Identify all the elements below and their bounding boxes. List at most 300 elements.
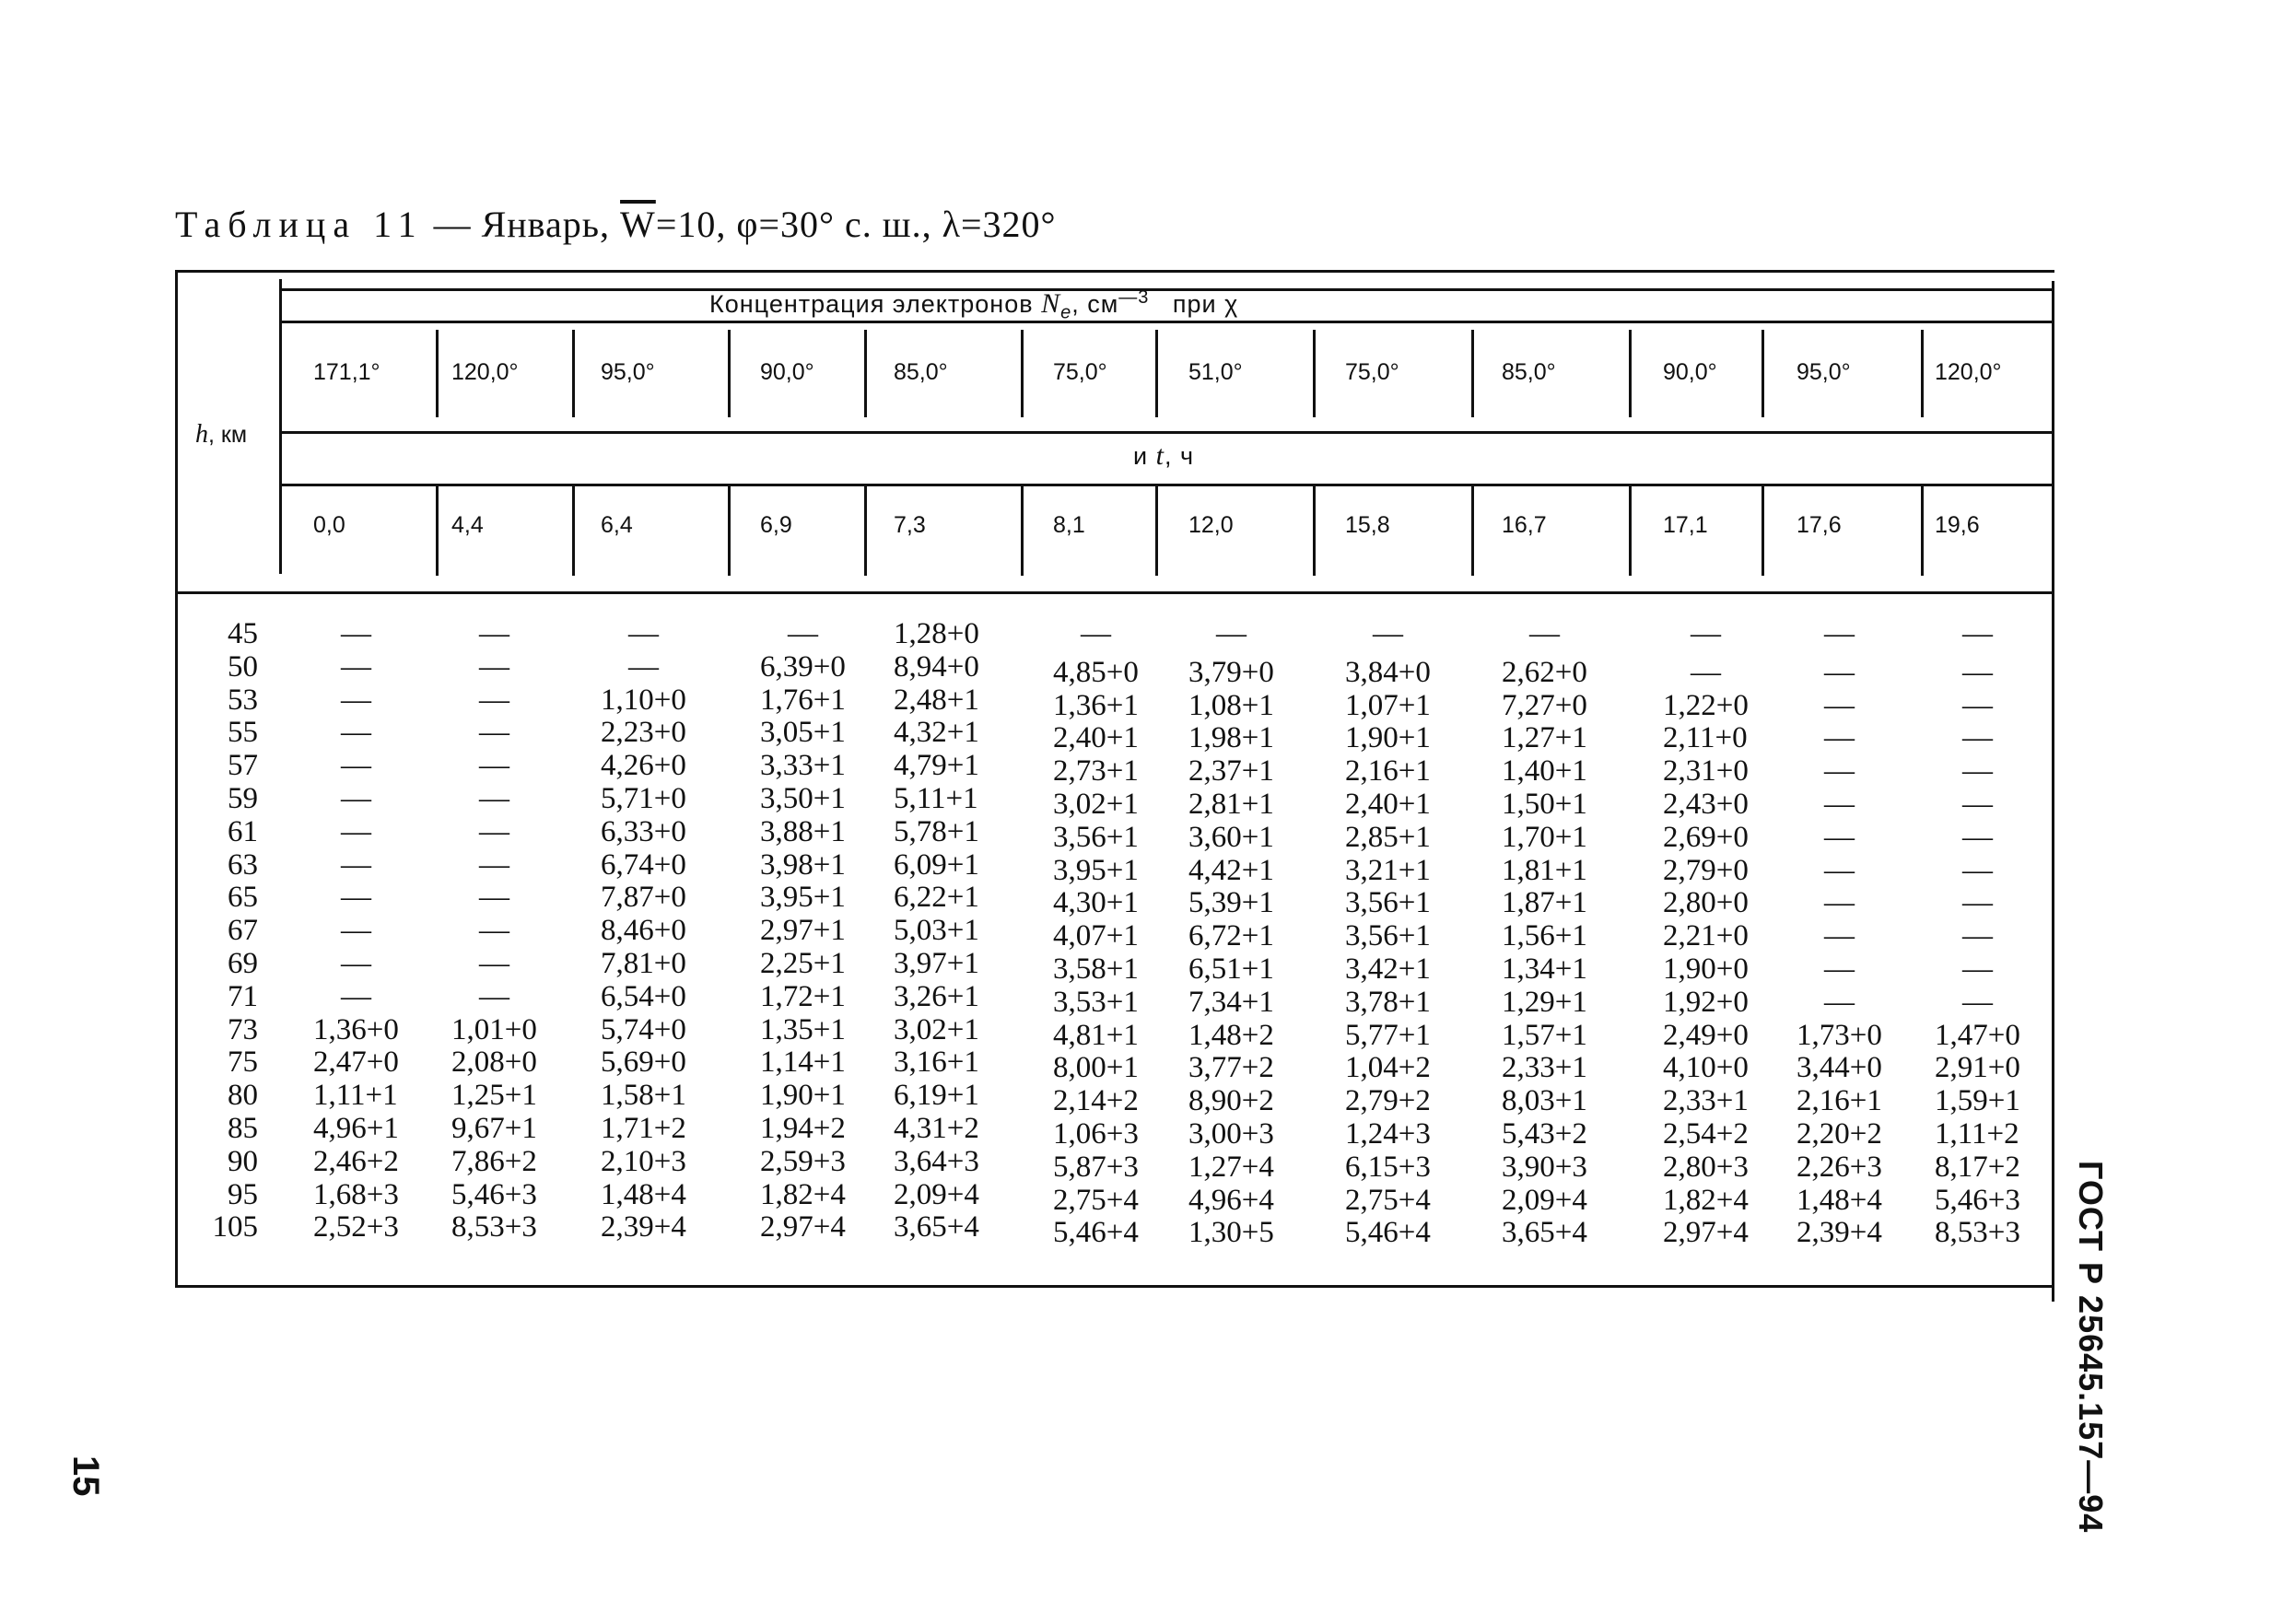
concentration-cell: 1,10+0	[601, 683, 686, 717]
concentration-cell: 1,90+1	[1345, 721, 1431, 755]
concentration-cell: 2,39+4	[601, 1210, 686, 1244]
t-divider	[1155, 484, 1158, 576]
concentration-cell: 1,28+0	[894, 617, 979, 650]
concentration-cell: 6,39+0	[760, 649, 846, 683]
concentration-cell: —	[1962, 919, 1993, 953]
concentration-cell: —	[479, 947, 509, 980]
concentration-cell: 2,25+1	[760, 947, 846, 980]
concentration-cell: 3,44+0	[1797, 1051, 1882, 1085]
concentration-cell: 1,82+4	[760, 1177, 846, 1211]
chi-header-cell: 75,0°	[1053, 359, 1107, 385]
concentration-cell: 5,03+1	[894, 914, 979, 948]
caption-params: =10, φ=30° с. ш., λ=320°	[655, 204, 1057, 245]
height-cell: 80	[228, 1079, 258, 1113]
concentration-cell: 2,33+1	[1663, 1084, 1749, 1118]
concentration-cell: 4,31+2	[894, 1112, 979, 1145]
concentration-cell: 5,78+1	[894, 814, 979, 848]
concentration-cell: 1,11+2	[1935, 1117, 2019, 1151]
t-divider	[1629, 484, 1632, 576]
concentration-cell: 2,09+4	[1502, 1183, 1587, 1217]
concentration-cell: —	[1216, 617, 1246, 650]
concentration-cell: 3,65+4	[894, 1210, 979, 1244]
concentration-cell: —	[788, 617, 818, 650]
concentration-cell: —	[341, 914, 371, 948]
concentration-cell: 1,27+4	[1188, 1150, 1274, 1184]
concentration-cell: 2,23+0	[601, 716, 686, 750]
concentration-cell: 9,67+1	[451, 1112, 537, 1145]
concentration-cell: 6,54+0	[601, 979, 686, 1013]
height-cell: 63	[228, 847, 258, 882]
concentration-cell: 1,25+1	[451, 1079, 537, 1113]
concentration-cell: 1,68+3	[313, 1177, 399, 1211]
concentration-cell: —	[1824, 754, 1855, 789]
concentration-cell: 2,97+4	[1663, 1216, 1749, 1250]
concentration-cell: —	[341, 782, 371, 815]
concentration-cell: 1,11+1	[313, 1079, 398, 1113]
height-cell: 71	[228, 979, 258, 1013]
chi-header-cell: 75,0°	[1345, 359, 1399, 385]
concentration-cell: 8,53+3	[1935, 1216, 2020, 1250]
concentration-cell: 1,35+1	[760, 1012, 846, 1046]
height-cell: 85	[228, 1112, 258, 1145]
height-cell: 50	[228, 649, 258, 683]
h-symbol: h	[195, 420, 208, 449]
concentration-cell: 1,40+1	[1502, 754, 1587, 789]
concentration-cell: 2,14+2	[1053, 1084, 1139, 1118]
caption-table-number: Таблица 11	[175, 204, 424, 245]
concentration-cell: 1,71+2	[601, 1112, 686, 1145]
concentration-cell: —	[1962, 721, 1993, 755]
concentration-cell: 2,85+1	[1345, 820, 1431, 854]
page-number: 15	[65, 1455, 106, 1497]
concentration-cell: 8,53+3	[451, 1210, 537, 1244]
concentration-cell: 1,22+0	[1663, 688, 1749, 722]
concentration-cell: 2,43+0	[1663, 788, 1749, 821]
concentration-cell: 2,16+1	[1345, 754, 1431, 789]
concentration-cell: 5,11+1	[894, 782, 978, 815]
concentration-cell: —	[479, 749, 509, 783]
concentration-cell: —	[1962, 886, 1993, 920]
concentration-cell: 1,29+1	[1502, 985, 1587, 1019]
height-cell: 67	[228, 914, 258, 948]
concentration-cell: 8,90+2	[1188, 1084, 1274, 1118]
concentration-cell: —	[479, 716, 509, 750]
concentration-cell: 2,40+1	[1053, 721, 1139, 755]
concentration-cell: 6,22+1	[894, 881, 979, 915]
height-cell: 55	[228, 716, 258, 750]
concentration-cell: 4,26+0	[601, 749, 686, 783]
concentration-cell: —	[1529, 617, 1560, 650]
concentration-cell: —	[628, 617, 659, 650]
concentration-cell: —	[479, 847, 509, 882]
chi-divider	[1021, 330, 1024, 417]
concentration-cell: 2,75+4	[1345, 1183, 1431, 1217]
caption-month: — Январь,	[423, 204, 621, 245]
concentration-cell: 4,32+1	[894, 716, 979, 750]
concentration-cell: —	[479, 881, 509, 915]
concentration-cell: 2,10+3	[601, 1144, 686, 1178]
concentration-cell: 1,01+0	[451, 1012, 537, 1046]
concentration-cell: 8,17+2	[1935, 1150, 2020, 1184]
height-cell: 65	[228, 881, 258, 915]
height-cell: 105	[212, 1210, 258, 1244]
concentration-cell: 2,37+1	[1188, 754, 1274, 789]
concentration-cell: 2,73+1	[1053, 754, 1139, 789]
concentration-cell: 5,46+3	[1935, 1183, 2020, 1217]
concentration-cell: —	[479, 979, 509, 1013]
concentration-cell: —	[1824, 853, 1855, 887]
concentration-cell: 1,24+3	[1345, 1117, 1431, 1151]
concentration-cell: 2,11+0	[1663, 721, 1748, 755]
concentration-cell: 2,08+0	[451, 1046, 537, 1080]
concentration-cell: 3,26+1	[894, 979, 979, 1013]
concentration-cell: 3,90+3	[1502, 1150, 1587, 1184]
height-cell: 57	[228, 749, 258, 783]
concentration-label: Концентрация электронов	[709, 290, 1042, 318]
concentration-cell: 3,64+3	[894, 1144, 979, 1178]
t-divider	[436, 484, 439, 576]
height-cell: 45	[228, 617, 258, 650]
chi-header-cell: 90,0°	[760, 359, 814, 385]
chi-divider	[864, 330, 867, 417]
chi-header-cell: 85,0°	[1502, 359, 1556, 385]
t-symbol: t	[1155, 440, 1165, 471]
concentration-cell: 7,86+2	[451, 1144, 537, 1178]
concentration-cell: 3,65+4	[1502, 1216, 1587, 1250]
concentration-cell: —	[341, 716, 371, 750]
concentration-cell: —	[479, 914, 509, 948]
concentration-cell: —	[1824, 721, 1855, 755]
concentration-cell: 5,43+2	[1502, 1117, 1587, 1151]
concentration-cell: 1,58+1	[601, 1079, 686, 1113]
concentration-cell: —	[1081, 617, 1111, 650]
concentration-cell: 2,09+4	[894, 1177, 979, 1211]
concentration-cell: 1,82+4	[1663, 1183, 1749, 1217]
concentration-cell: —	[1691, 617, 1721, 650]
concentration-cell: 2,16+1	[1797, 1084, 1882, 1118]
concentration-cell: 4,79+1	[894, 749, 979, 783]
concentration-cell: 2,46+2	[313, 1144, 399, 1178]
t-header-cell: 4,4	[451, 512, 484, 538]
height-cell: 59	[228, 782, 258, 815]
concentration-cell: —	[479, 649, 509, 683]
time-unit: , ч	[1164, 442, 1195, 470]
concentration-cell: —	[341, 881, 371, 915]
h-unit: , км	[208, 422, 248, 448]
concentration-cell: 4,42+1	[1188, 853, 1274, 887]
concentration-cell: 5,77+1	[1345, 1018, 1431, 1052]
concentration-cell: 2,79+0	[1663, 853, 1749, 887]
concentration-cell: 3,97+1	[894, 947, 979, 980]
t-header-cell: 15,8	[1345, 512, 1390, 538]
t-divider	[1021, 484, 1024, 576]
concentration-cell: 7,81+0	[601, 947, 686, 980]
concentration-cell: 1,70+1	[1502, 820, 1587, 854]
concentration-cell: 1,14+1	[760, 1046, 846, 1080]
concentration-cell: 3,02+1	[1053, 788, 1139, 821]
concentration-cell: 6,09+1	[894, 847, 979, 882]
concentration-cell: 3,56+1	[1053, 820, 1139, 854]
concentration-cell: —	[341, 649, 371, 683]
ne-subscript: e	[1060, 302, 1072, 323]
chi-divider	[1921, 330, 1924, 417]
concentration-cell: 4,81+1	[1053, 1018, 1139, 1052]
concentration-cell: 3,21+1	[1345, 853, 1431, 887]
chi-divider	[1313, 330, 1316, 417]
concentration-cell: 3,84+0	[1345, 655, 1431, 689]
concentration-cell: —	[1824, 952, 1855, 986]
concentration-cell: 1,72+1	[760, 979, 846, 1013]
concentration-cell: 3,42+1	[1345, 952, 1431, 986]
concentration-cell: —	[479, 814, 509, 848]
concentration-cell: —	[341, 979, 371, 1013]
concentration-cell: 3,79+0	[1188, 655, 1274, 689]
concentration-exponent: —3	[1118, 287, 1150, 308]
concentration-cell: —	[1962, 754, 1993, 789]
concentration-cell: 3,56+1	[1345, 886, 1431, 920]
height-cell: 95	[228, 1177, 258, 1211]
concentration-cell: 3,95+1	[760, 881, 846, 915]
concentration-cell: 1,48+4	[601, 1177, 686, 1211]
t-header-cell: 12,0	[1188, 512, 1234, 538]
concentration-cell: —	[1824, 688, 1855, 722]
concentration-cell: —	[1691, 655, 1721, 689]
concentration-cell: 6,51+1	[1188, 952, 1274, 986]
concentration-cell: 6,15+3	[1345, 1150, 1431, 1184]
height-cell: 69	[228, 947, 258, 980]
concentration-cell: 1,50+1	[1502, 788, 1587, 821]
concentration-cell: 3,33+1	[760, 749, 846, 783]
t-divider	[1921, 484, 1924, 576]
concentration-cell: 5,46+4	[1345, 1216, 1431, 1250]
concentration-cell: —	[1824, 886, 1855, 920]
table-caption	[175, 203, 1057, 246]
concentration-cell: 3,16+1	[894, 1046, 979, 1080]
concentration-cell: 8,03+1	[1502, 1084, 1587, 1118]
concentration-cell: 1,59+1	[1935, 1084, 2020, 1118]
concentration-cell: —	[341, 617, 371, 650]
concentration-cell: 1,34+1	[1502, 952, 1587, 986]
concentration-cell: 1,94+2	[760, 1112, 846, 1145]
t-header-cell: 16,7	[1502, 512, 1547, 538]
concentration-cell: 6,74+0	[601, 847, 686, 882]
concentration-cell: 2,79+2	[1345, 1084, 1431, 1118]
concentration-cell: 2,91+0	[1935, 1051, 2020, 1085]
concentration-cell: 3,78+1	[1345, 985, 1431, 1019]
t-divider	[1761, 484, 1764, 576]
concentration-cell: 2,81+1	[1188, 788, 1274, 821]
concentration-cell: 1,76+1	[760, 683, 846, 717]
t-header-cell: 6,9	[760, 512, 792, 538]
concentration-cell: 2,69+0	[1663, 820, 1749, 854]
concentration-cell: 1,36+0	[313, 1012, 399, 1046]
chi-divider	[1761, 330, 1764, 417]
concentration-cell: 1,27+1	[1502, 721, 1587, 755]
t-header-cell: 6,4	[601, 512, 633, 538]
concentration-cell: —	[1962, 820, 1993, 854]
concentration-cell: 2,75+4	[1053, 1183, 1139, 1217]
concentration-cell: 6,33+0	[601, 814, 686, 848]
chi-header-cell: 120,0°	[1935, 359, 2002, 385]
chi-divider	[1471, 330, 1474, 417]
concentration-cell: 8,00+1	[1053, 1051, 1139, 1085]
concentration-cell: 1,90+0	[1663, 952, 1749, 986]
t-divider	[1313, 484, 1316, 576]
concentration-cell: 2,33+1	[1502, 1051, 1587, 1085]
concentration-cell: 4,30+1	[1053, 886, 1139, 920]
concentration-cell: —	[1962, 788, 1993, 821]
concentration-cell: 6,72+1	[1188, 919, 1274, 953]
concentration-cell: 2,48+1	[894, 683, 979, 717]
concentration-cell: —	[628, 649, 659, 683]
concentration-cell: —	[1824, 617, 1855, 650]
concentration-cell: 1,73+0	[1797, 1018, 1882, 1052]
concentration-cell: 1,04+2	[1345, 1051, 1431, 1085]
concentration-cell: 8,46+0	[601, 914, 686, 948]
t-header-cell: 19,6	[1935, 512, 1980, 538]
height-cell: 75	[228, 1046, 258, 1080]
concentration-cell: —	[479, 782, 509, 815]
concentration-cell: 2,49+0	[1663, 1018, 1749, 1052]
t-divider	[1471, 484, 1474, 576]
concentration-header	[709, 287, 1238, 323]
concentration-cell: 5,39+1	[1188, 886, 1274, 920]
concentration-cell: 6,19+1	[894, 1079, 979, 1113]
concentration-cell: 3,98+1	[760, 847, 846, 882]
concentration-cell: —	[341, 749, 371, 783]
concentration-cell: 2,59+3	[760, 1144, 846, 1178]
concentration-cell: 4,10+0	[1663, 1051, 1749, 1085]
concentration-cell: —	[1962, 952, 1993, 986]
chi-divider	[728, 330, 731, 417]
concentration-cell: 3,53+1	[1053, 985, 1139, 1019]
concentration-cell: 5,74+0	[601, 1012, 686, 1046]
height-cell: 90	[228, 1144, 258, 1178]
concentration-cell: —	[1373, 617, 1403, 650]
t-header-cell: 17,6	[1797, 512, 1842, 538]
time-prefix: и	[1133, 442, 1156, 470]
chi-header-cell: 171,1°	[313, 359, 380, 385]
concentration-cell: —	[1962, 688, 1993, 722]
concentration-cell: 1,56+1	[1502, 919, 1587, 953]
t-header-cell: 17,1	[1663, 512, 1708, 538]
caption-w-symbol: $\overline{W}$	[620, 204, 656, 245]
chi-header-cell: 95,0°	[1797, 359, 1851, 385]
ne-symbol: N	[1041, 288, 1061, 319]
t-divider	[728, 484, 731, 576]
t-header-cell: 0,0	[313, 512, 345, 538]
concentration-cell: 5,71+0	[601, 782, 686, 815]
concentration-cell: 4,85+0	[1053, 655, 1139, 689]
t-header-cell: 8,1	[1053, 512, 1085, 538]
concentration-cell: 3,56+1	[1345, 919, 1431, 953]
concentration-unit: , см	[1071, 290, 1119, 318]
concentration-cell: —	[341, 814, 371, 848]
concentration-cell: 1,98+1	[1188, 721, 1274, 755]
concentration-cell: 1,48+2	[1188, 1018, 1274, 1052]
concentration-cell: 2,21+0	[1663, 919, 1749, 953]
concentration-cell: —	[1962, 617, 1993, 650]
concentration-cell: 5,69+0	[601, 1046, 686, 1080]
concentration-cell: 2,62+0	[1502, 655, 1587, 689]
concentration-cell: 7,34+1	[1188, 985, 1274, 1019]
concentration-cell: —	[479, 617, 509, 650]
concentration-cell: 2,39+4	[1797, 1216, 1882, 1250]
concentration-cell: —	[341, 683, 371, 717]
concentration-cell: 2,97+4	[760, 1210, 846, 1244]
concentration-cell: 1,90+1	[760, 1079, 846, 1113]
concentration-cell: 1,92+0	[1663, 985, 1749, 1019]
t-divider	[572, 484, 575, 576]
concentration-cell: 3,60+1	[1188, 820, 1274, 854]
height-column-header	[195, 420, 247, 450]
chi-header-cell: 85,0°	[894, 359, 948, 385]
chi-header-cell: 120,0°	[451, 359, 519, 385]
concentration-cell: 4,96+4	[1188, 1183, 1274, 1217]
chi-label: при χ	[1172, 290, 1239, 318]
concentration-cell: 2,80+3	[1663, 1150, 1749, 1184]
chi-divider	[572, 330, 575, 417]
concentration-cell: —	[1824, 919, 1855, 953]
concentration-cell: 3,77+2	[1188, 1051, 1274, 1085]
concentration-cell: 2,54+2	[1663, 1117, 1749, 1151]
concentration-cell: 2,47+0	[313, 1046, 399, 1080]
chi-header-cell: 51,0°	[1188, 359, 1243, 385]
concentration-cell: 5,46+4	[1053, 1216, 1139, 1250]
concentration-cell: 1,36+1	[1053, 688, 1139, 722]
t-header-cell: 7,3	[894, 512, 926, 538]
concentration-cell: 2,26+3	[1797, 1150, 1882, 1184]
concentration-cell: —	[1824, 655, 1855, 689]
concentration-cell: 2,40+1	[1345, 788, 1431, 821]
concentration-cell: 4,07+1	[1053, 919, 1139, 953]
concentration-cell: 1,48+4	[1797, 1183, 1882, 1217]
concentration-cell: 1,06+3	[1053, 1117, 1139, 1151]
concentration-cell: 2,20+2	[1797, 1117, 1882, 1151]
concentration-cell: —	[341, 947, 371, 980]
concentration-cell: 3,02+1	[894, 1012, 979, 1046]
height-cell: 53	[228, 683, 258, 717]
concentration-cell: —	[341, 847, 371, 882]
chi-header-cell: 90,0°	[1663, 359, 1717, 385]
concentration-cell: 1,08+1	[1188, 688, 1274, 722]
concentration-cell: 7,87+0	[601, 881, 686, 915]
chi-header-cell: 95,0°	[601, 359, 655, 385]
concentration-cell: —	[1824, 820, 1855, 854]
concentration-cell: 3,00+3	[1188, 1117, 1274, 1151]
chi-divider	[436, 330, 439, 417]
concentration-cell: —	[1962, 985, 1993, 1019]
concentration-cell: 2,31+0	[1663, 754, 1749, 789]
concentration-cell: 3,05+1	[760, 716, 846, 750]
concentration-cell: —	[1962, 655, 1993, 689]
height-cell: 61	[228, 814, 258, 848]
standard-code: ГОСТ Р 25645.157—94	[2072, 1161, 2110, 1534]
concentration-cell: 5,87+3	[1053, 1150, 1139, 1184]
t-divider	[864, 484, 867, 576]
concentration-cell: 1,07+1	[1345, 688, 1431, 722]
concentration-cell: 5,46+3	[451, 1177, 537, 1211]
concentration-cell: 3,88+1	[760, 814, 846, 848]
concentration-cell: 1,30+5	[1188, 1216, 1274, 1250]
chi-divider	[1629, 330, 1632, 417]
concentration-cell: 8,94+0	[894, 649, 979, 683]
concentration-cell: —	[1824, 788, 1855, 821]
concentration-cell: 1,57+1	[1502, 1018, 1587, 1052]
concentration-cell: —	[1962, 853, 1993, 887]
time-header	[1133, 440, 1194, 472]
concentration-cell: 2,80+0	[1663, 886, 1749, 920]
